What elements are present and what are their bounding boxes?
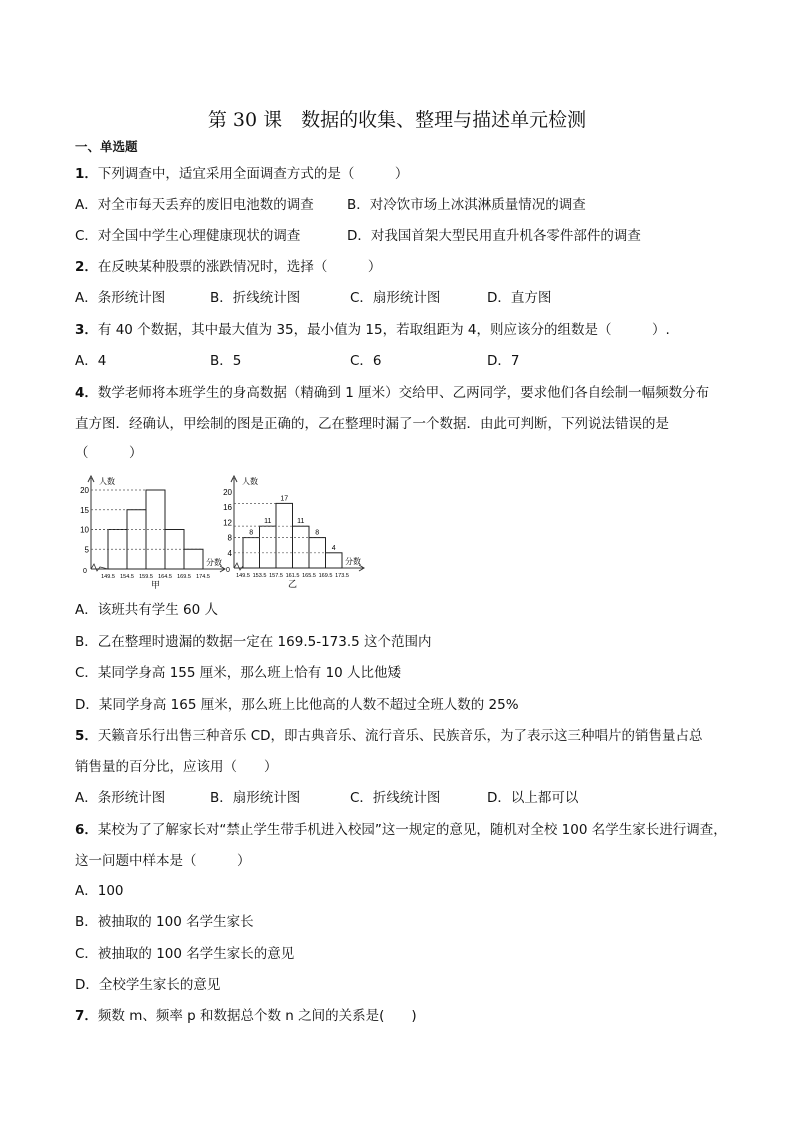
question-7-text xyxy=(75,1008,417,1024)
x-axis-label: 分数 xyxy=(345,557,361,566)
question-line: 下列调查中，适宜采用全面调查方式的是（ ） xyxy=(97,166,409,182)
y-axis-label: 人数 xyxy=(99,477,115,486)
y-axis-label: 人数 xyxy=(242,477,258,486)
x-tick-label: 159.5 xyxy=(139,574,153,580)
axis-break xyxy=(234,563,243,570)
x-tick-label: 173.5 xyxy=(335,573,349,579)
question-4-text xyxy=(75,416,669,432)
question-line: 直方图．经确认，甲绘制的图是正确的，乙在整理时漏了一个数据．由此可判断，下列说法错误的是 xyxy=(75,416,669,432)
y-tick-label: 12 xyxy=(223,518,232,528)
question-number: 6． xyxy=(75,822,98,838)
chart-caption: 乙 xyxy=(287,579,298,589)
question-number: 5． xyxy=(75,728,98,744)
question-1-option-C: C．对全国中学生心理健康现状的调查 xyxy=(75,228,301,244)
x-tick-label: 164.5 xyxy=(158,574,172,580)
question-5-option-B: B．扇形统计图 xyxy=(210,790,301,806)
origin-label: 0 xyxy=(83,568,87,575)
histogram-bar xyxy=(260,526,277,568)
question-3-text xyxy=(75,322,670,338)
question-4-option-A: A．该班共有学生 60 人 xyxy=(75,602,218,618)
question-6-option-D: D．全校学生家长的意见 xyxy=(75,977,221,993)
question-2-option-D: D．直方图 xyxy=(487,290,552,306)
question-line: 有 40 个数据，其中最大值为 35，最小值为 15，若取组距为 4，则应该分的组数是（ ）. xyxy=(97,322,670,338)
question-4-text xyxy=(75,445,143,461)
question-1-text xyxy=(75,166,408,182)
question-3-option-D: D．7 xyxy=(487,353,520,369)
y-tick-label: 20 xyxy=(223,488,232,497)
bar-data-label: 8 xyxy=(249,529,254,537)
bar-data-label: 8 xyxy=(315,529,320,537)
x-axis-label: 分数 xyxy=(206,558,222,567)
x-tick-label: 154.5 xyxy=(120,574,134,580)
page-title: 第 30 课 数据的收集、整理与描述单元检测 xyxy=(207,109,587,131)
histogram-figure xyxy=(0,470,794,600)
question-number: 1． xyxy=(75,166,98,182)
question-5-option-C: C．折线统计图 xyxy=(350,790,441,806)
question-5-option-A: A．条形统计图 xyxy=(75,790,166,806)
x-tick-label: 153.5 xyxy=(252,573,267,579)
y-tick-label: 4 xyxy=(227,548,232,558)
question-6-option-B: B．被抽取的 100 名学生家长 xyxy=(75,914,254,930)
question-line: 天籁音乐行出售三种音乐 CD，即古典音乐、流行音乐、民族音乐，为了表示这三种唱片的销售量占总 xyxy=(97,728,703,744)
bar-data-label: 11 xyxy=(264,518,272,526)
bar-data-label: 11 xyxy=(297,518,305,526)
x-tick-label: 149.5 xyxy=(101,574,115,580)
question-line: 这一问题中样本是（ ） xyxy=(75,853,251,869)
question-number: 4． xyxy=(75,385,98,401)
question-4-text xyxy=(75,385,709,401)
x-tick-label: 149.5 xyxy=(236,573,250,579)
chart-caption: 甲 xyxy=(150,580,161,590)
question-6-text xyxy=(75,822,727,838)
question-number: 3． xyxy=(75,322,98,338)
question-6-option-C: C．被抽取的 100 名学生家长的意见 xyxy=(75,946,295,962)
question-4-option-B: B．乙在整理时遗漏的数据一定在 169.5-173.5 这个范围内 xyxy=(75,634,432,650)
histogram-bar xyxy=(184,549,203,569)
question-line: 销售量的百分比，应该用（ ） xyxy=(75,759,278,775)
question-2-text xyxy=(75,259,381,275)
x-tick-label: 165.5 xyxy=(302,573,316,579)
x-tick-label: 157.5 xyxy=(269,573,283,579)
question-1-option-A: A．对全市每天丢弃的废旧电池数的调查 xyxy=(75,197,314,213)
question-2-option-A: A．条形统计图 xyxy=(75,290,166,306)
y-tick-label: 20 xyxy=(80,486,89,495)
x-tick-label: 174.5 xyxy=(196,574,210,580)
question-5-option-D: D．以上都可以 xyxy=(487,790,579,806)
question-line: 在反映某种股票的涨跌情况时，选择（ ） xyxy=(97,259,382,275)
question-line: （ ） xyxy=(75,445,143,461)
x-tick-label: 161.5 xyxy=(285,573,300,579)
axis-break xyxy=(91,564,108,571)
question-2-option-C: C．扇形统计图 xyxy=(350,290,441,306)
question-1-option-B: B．对冷饮市场上冰淇淋质量情况的调查 xyxy=(347,197,586,213)
section-heading: 一、单选题 xyxy=(75,139,138,154)
question-3-option-C: C．6 xyxy=(350,353,382,369)
question-6-text xyxy=(75,853,251,869)
question-line: 频数 m、频率 p 和数据总个数 n 之间的关系是( ) xyxy=(97,1008,417,1024)
histogram-bar xyxy=(326,553,343,568)
question-4-option-D: D．某同学身高 165 厘米，那么班上比他高的人数不超过全班人数的 25% xyxy=(75,697,519,713)
question-3-option-A: A．4 xyxy=(75,353,107,369)
histogram-bar xyxy=(276,503,293,568)
y-tick-label: 15 xyxy=(80,505,89,515)
y-tick-label: 16 xyxy=(223,503,232,513)
question-number: 2． xyxy=(75,259,98,275)
histogram-bar xyxy=(127,510,146,569)
bar-data-label: 17 xyxy=(280,495,289,503)
histogram-bar xyxy=(293,526,310,568)
question-line: 数学老师将本班学生的身高数据（精确到 1 厘米）交给甲、乙两同学，要求他们各自绘制一幅频数分布 xyxy=(97,385,710,401)
question-3-option-B: B．5 xyxy=(210,353,242,369)
y-tick-label: 8 xyxy=(227,533,232,543)
question-4-option-C: C．某同学身高 155 厘米，那么班上恰有 10 人比他矮 xyxy=(75,665,402,681)
bar-data-label: 4 xyxy=(331,544,336,552)
question-line: 某校为了了解家长对“禁止学生带手机进入校园”这一规定的意见，随机对全校 100 名学生家长进行调查， xyxy=(97,822,727,838)
y-tick-label: 10 xyxy=(80,525,89,535)
question-5-text xyxy=(75,759,278,775)
question-6-option-A: A．100 xyxy=(75,883,124,899)
y-tick-label: 5 xyxy=(84,545,89,555)
origin-label: 0 xyxy=(226,567,230,574)
question-1-option-D: D．对我国首架大型民用直升机各零件部件的调查 xyxy=(347,228,641,244)
question-number: 7． xyxy=(75,1008,98,1024)
question-2-option-B: B．折线统计图 xyxy=(210,290,301,306)
x-tick-label: 169.5 xyxy=(177,574,191,580)
question-5-text xyxy=(75,728,703,744)
x-tick-label: 169.5 xyxy=(318,573,333,579)
